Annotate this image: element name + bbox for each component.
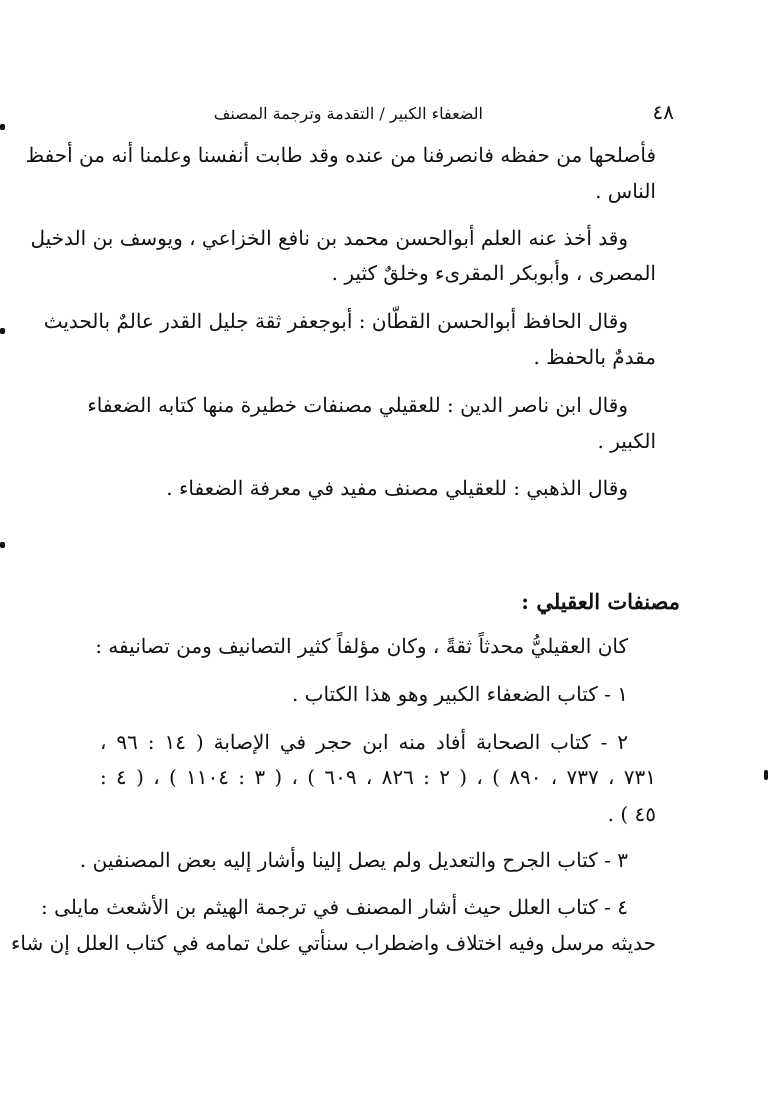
section-intro: كان العقيليُّ محدثاً ثقةً ، وكان مؤلفاً كثير التصانيف ومن تصانيفه : — [95, 634, 628, 658]
scan-edge-mark — [0, 328, 5, 334]
scan-edge-mark — [0, 124, 5, 130]
paragraph-3-line-1: وقال الحافظ أبوالحسن القطّان : أبوجعفر ثقة جليل القدر عالمٌ بالحديث — [43, 309, 628, 333]
page-number: ٤٨ — [652, 100, 674, 124]
list-item-2-line-3: ٤٥ ) . — [607, 802, 656, 826]
paragraph-4-line-2: الكبير . — [597, 429, 656, 453]
scan-edge-mark — [0, 542, 5, 548]
scan-edge-mark — [764, 770, 768, 780]
list-item-3: ٣ - كتاب الجرح والتعديل ولم يصل إلينا وأشار إليه بعض المصنفين . — [79, 848, 628, 872]
paragraph-4-line-1: وقال ابن ناصر الدين : للعقيلي مصنفات خطيرة منها كتابه الضعفاء — [87, 393, 628, 417]
paragraph-1-line-1: فأصلحها من حفظه فانصرفنا من عنده وقد طابت أنفسنا وعلمنا أنه من أحفظ — [25, 143, 656, 167]
paragraph-3-line-2: مقدمٌ بالحفظ . — [533, 345, 656, 369]
list-item-1: ١ - كتاب الضعفاء الكبير وهو هذا الكتاب . — [291, 682, 628, 706]
list-item-4-line-1: ٤ - كتاب العلل حيث أشار المصنف في ترجمة الهيثم بن الأشعث مايلى : — [40, 895, 628, 919]
list-item-4-line-2: حديثه مرسل وفيه اختلاف واضطراب سنأتي علىٰ تمامه في كتاب العلل إن شاء — [10, 931, 656, 955]
paragraph-1-line-2: الناس . — [595, 179, 656, 203]
paragraph-2-line-1: وقد أخذ عنه العلم أبوالحسن محمد بن نافع الخزاعي ، ويوسف بن الدخيل — [30, 226, 628, 250]
list-item-2-line-1: ٢ - كتاب الصحابة أفاد منه ابن حجر في الإصابة ( ١٤ : ٩٦ ، — [100, 730, 629, 754]
paragraph-2-line-2: المصرى ، وأبوبكر المقرىء وخلقٌ كثير . — [331, 261, 656, 285]
list-item-2-line-2: ٧٣١ ، ٧٣٧ ، ٨٩٠ ) ، ( ٢ : ٨٢٦ ، ٦٠٩ ) ، ( ٣ : ١١٠٤ ) ، ( ٤ : — [100, 765, 657, 789]
section-heading: مصنفات العقيلي : — [521, 589, 680, 614]
running-title: الضعفاء الكبير / التقدمة وترجمة المصنف — [213, 104, 483, 123]
paragraph-5-line-1: وقال الذهبي : للعقيلي مصنف مفيد في معرفة الضعفاء . — [166, 476, 628, 500]
